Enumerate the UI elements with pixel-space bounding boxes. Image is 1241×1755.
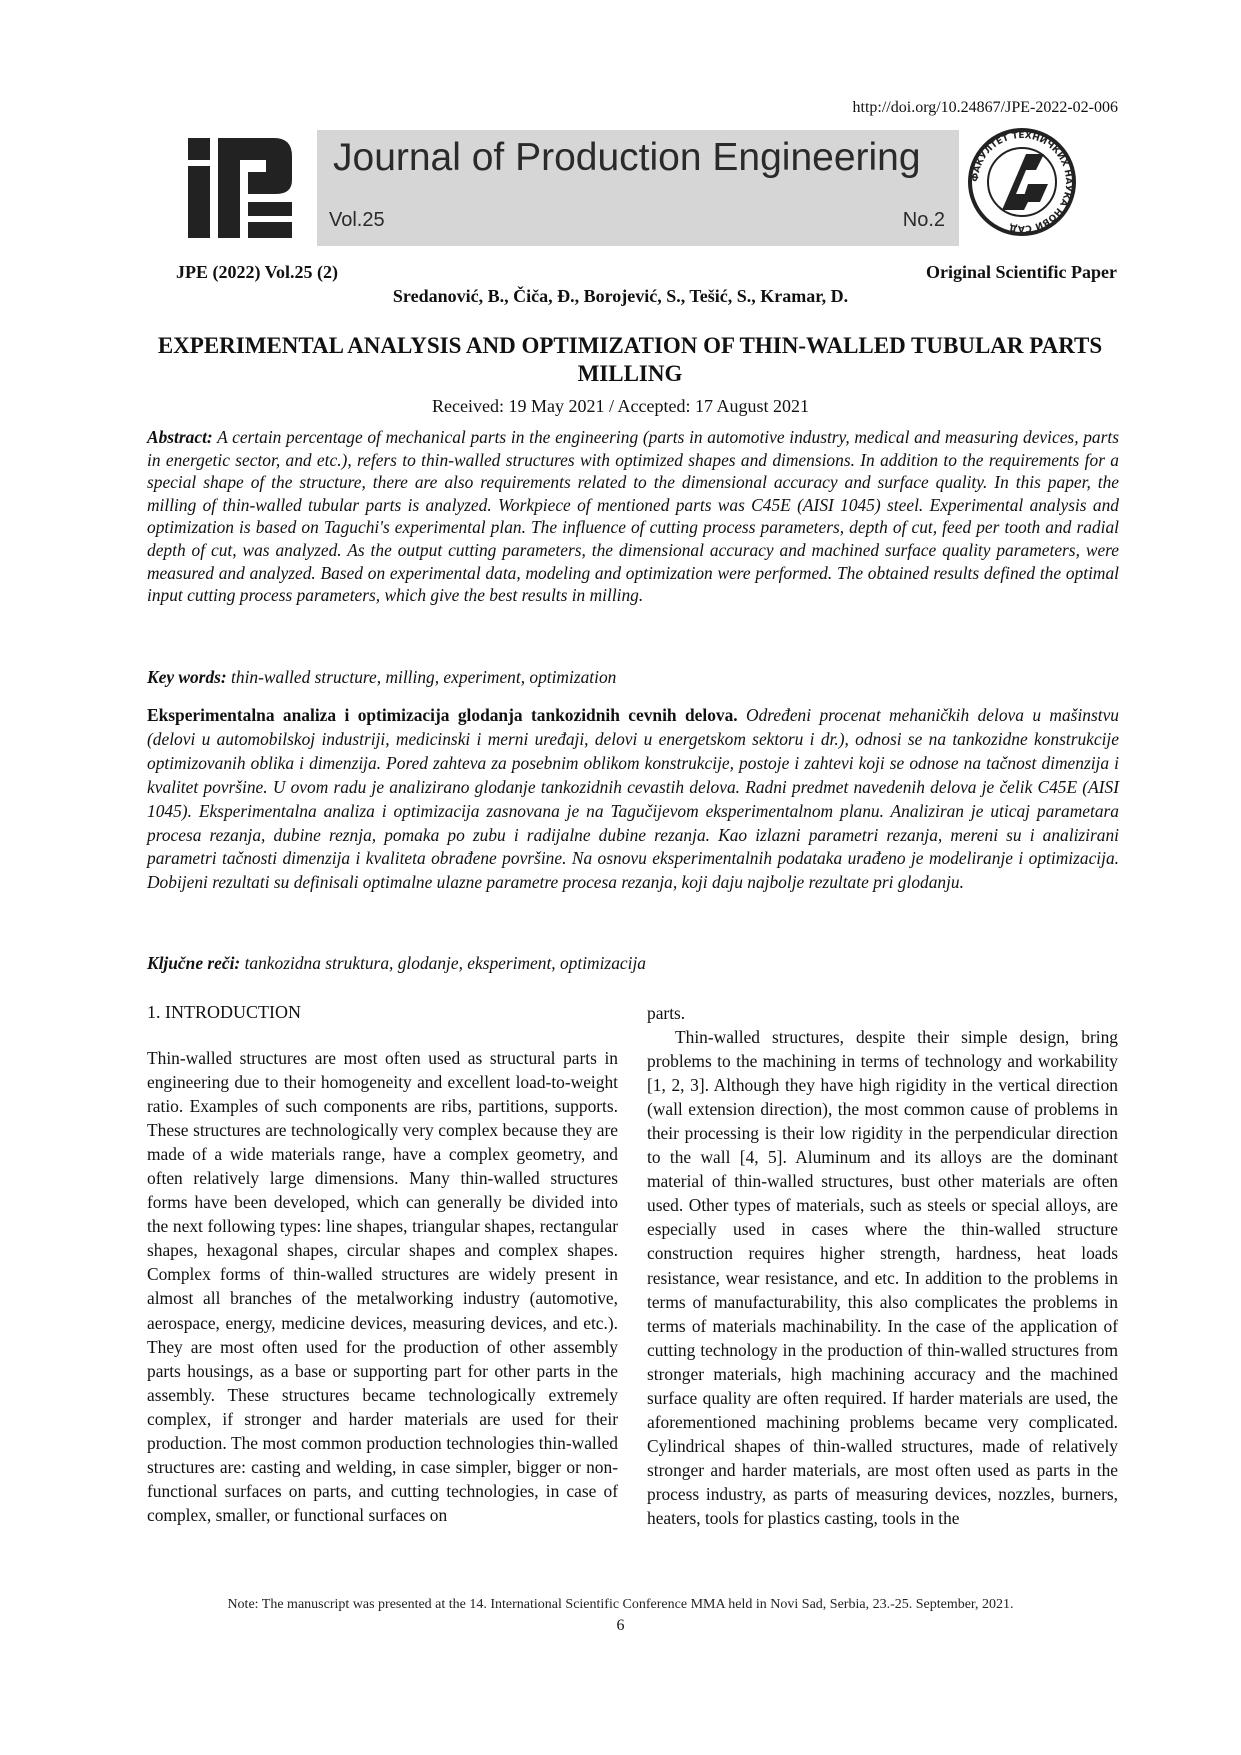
intro-right-paragraph: Thin-walled structures, despite their simple design, bring problems to the machining in terms of technology and workability [1, 2, 3]. Although they have high rigidity in the vertical direction (wall extension direction), the most common cause of problems in their processing is their low rigidity in the perpendicular direction to the wall [4, 5]. Aluminum and its alloys are the dominant material of thin-walled structures, bust other materials are often used. Other types of materials, such as steels or special alloys, are especially used in cases where the thin-walled structure construction requires higher strength, hardness, heat loads resistance, wear resistance, and etc. In addition to the problems in terms of manufacturability, this also complicates the problems in terms of materials machinability. In the case of the application of cutting technology in the production of thin-walled structures from stronger materials, high machining accuracy and the machined surface quality are often required. If harder materials are used, the aforementioned machining problems became very complicated. Cylindrical shapes of thin-walled structures, made of relatively stronger and harder materials, are most often used as parts in the process industry, as parts of measuring devices, nozzles, burners, heaters, tools for plastics casting, tools in the	[647, 1027, 1118, 1528]
doi-link[interactable]: http://doi.org/10.24867/JPE-2022-02-006	[852, 99, 1118, 116]
abstract	[147, 426, 1119, 607]
serbian-abstract-title: Eksperimentalna analiza i optimizacija glodanja tankozidnih cevnih delova.	[147, 705, 738, 725]
keywords	[147, 667, 1119, 688]
jpe-logo-icon	[186, 134, 294, 242]
serbian-keywords	[147, 953, 1119, 974]
intro-left-column: Thin-walled structures are most often used as structural parts in engineering due to their homogeneity and excellent load-to-weight ratio. Examples of such components are ribs, partitions, supports. These structures are technologically very complex because they are made of a wide materials range, have a complex geometry, and often relatively large dimensions. Many thin-walled structures forms have been developed, which can generally be divided into the next following types: line shapes, triangular shapes, rectangular shapes, hexagonal shapes, circular shapes and complex shapes. Complex forms of thin-walled structures are widely present in almost all branches of the metalworking industry (automotive, aerospace, energy, medicine devices, measuring devices, and etc.). They are most often used for the production of other assembly parts housings, as a base or supporting part for other parts in the assembly. These structures became technologically extremely complex, if stronger and harder materials are used for their production. The most common production technologies thin-walled structures are: casting and welding, in case simpler, bigger or non-functional surfaces on parts, and cutting technologies, in case of complex, smaller, or functional surfaces on	[147, 1048, 618, 1525]
journal-name: Journal of Production Engineering	[333, 136, 921, 179]
received-accepted-dates: Received: 19 May 2021 / Accepted: 17 August 2021	[432, 396, 809, 416]
keywords-text: thin-walled structure, milling, experiment, optimization	[226, 667, 617, 687]
abstract-label: Abstract:	[147, 427, 213, 447]
ftn-novi-sad-seal-icon	[966, 126, 1078, 238]
keywords-label: Key words:	[147, 667, 227, 687]
journal-banner	[317, 130, 959, 246]
abstract-text: A certain percentage of mechanical parts in the engineering (parts in automotive industry, medical and measuring devices, parts in energetic sector, and etc.), refers to thin-walled structures with optimized shapes and dimensions. In addition to the requirements for a special shape of the structure, there are also requirements related to the dimensional accuracy and surface quality. In this paper, the milling of thin-walled tubular parts is analyzed. Workpiece of mentioned parts was C45E (AISI 1045) steel. Experimental analysis and optimization is based on Taguchi's experimental plan. The influence of cutting process parameters, depth of cut, feed per tooth and radial depth of cut, was analyzed. As the output cutting parameters, the dimensional accuracy and machined surface quality parameters, were measured and analyzed. Based on experimental data, modeling and optimization were performed. The obtained results defined the optimal input cutting process parameters, which give the best results in milling.	[147, 427, 1119, 606]
serbian-abstract-text: Određeni procenat mehaničkih delova u mašinstvu (delovi u automobilskoj industriji, medicinski i merni uređaji, delovi u energetskom sektoru i dr.), odnosi se na tankozidne konstrukcije optimizovanih oblika i dimenzija. Pored zahteva za posebnim oblikom konstrukcije, postoje i zahtevi koji se odnose na tačnost dimenzija i kvalitet površine. U ovom radu je analizirano glodanje tankozidnih cevastih delova. Radni predmet navedenih delova je čelik C45E (AISI 1045). Eksperimentalna analiza i optimizacija zasnovana je na Tagučijevom eksperimentalnom planu. Analiziran je uticaj parametara procesa rezanja, dubine reznja, pomaka po zubu i radijalne dubine rezanja. Kao izlazni parametri rezanja, mereni su i analizirani parametri tačnosti dimenzija i kvaliteta obrađene površine. Na osnovu eksperimentalnih podataka urađeno je modeliranje i optimizacija. Dobijeni rezultati su definisali optimalne ulazne parametre procesa rezanja, koji daju najbolje rezultate pri glodanju.	[147, 705, 1119, 893]
seal-text: ФАКУЛТЕТ ТЕХНИЧКИХ НАУКА НОВИ САД	[970, 130, 1074, 234]
authors: Sredanović, B., Čiča, Đ., Borojević, S., Tešić, S., Kramar, D.	[392, 286, 849, 306]
citation: JPE (2022) Vol.25 (2)	[176, 262, 338, 282]
serbian-keywords-text: tankozidna struktura, glodanje, eksperiment, optimizacija	[240, 953, 646, 973]
paper-type: Original Scientific Paper	[926, 262, 1117, 282]
section-heading-introduction: 1. INTRODUCTION	[147, 1002, 301, 1022]
footnote: Note: The manuscript was presented at the 14. International Scientific Conference MMA held in Novi Sad, Serbia, 23.-25. September, 2021.	[227, 1597, 1014, 1612]
journal-number: No.2	[902, 209, 945, 231]
serbian-keywords-label: Ključne reči:	[147, 953, 241, 973]
page-number: 6	[616, 1617, 625, 1634]
serbian-abstract	[147, 704, 1119, 895]
intro-right-column	[647, 1001, 1118, 1530]
paper-title: EXPERIMENTAL ANALYSIS AND OPTIMIZATION OF THIN-WALLED TUBULAR PARTS MILLING	[157, 333, 1103, 386]
intro-right-first-line: parts.	[647, 1003, 686, 1023]
journal-volume: Vol.25	[329, 209, 385, 231]
